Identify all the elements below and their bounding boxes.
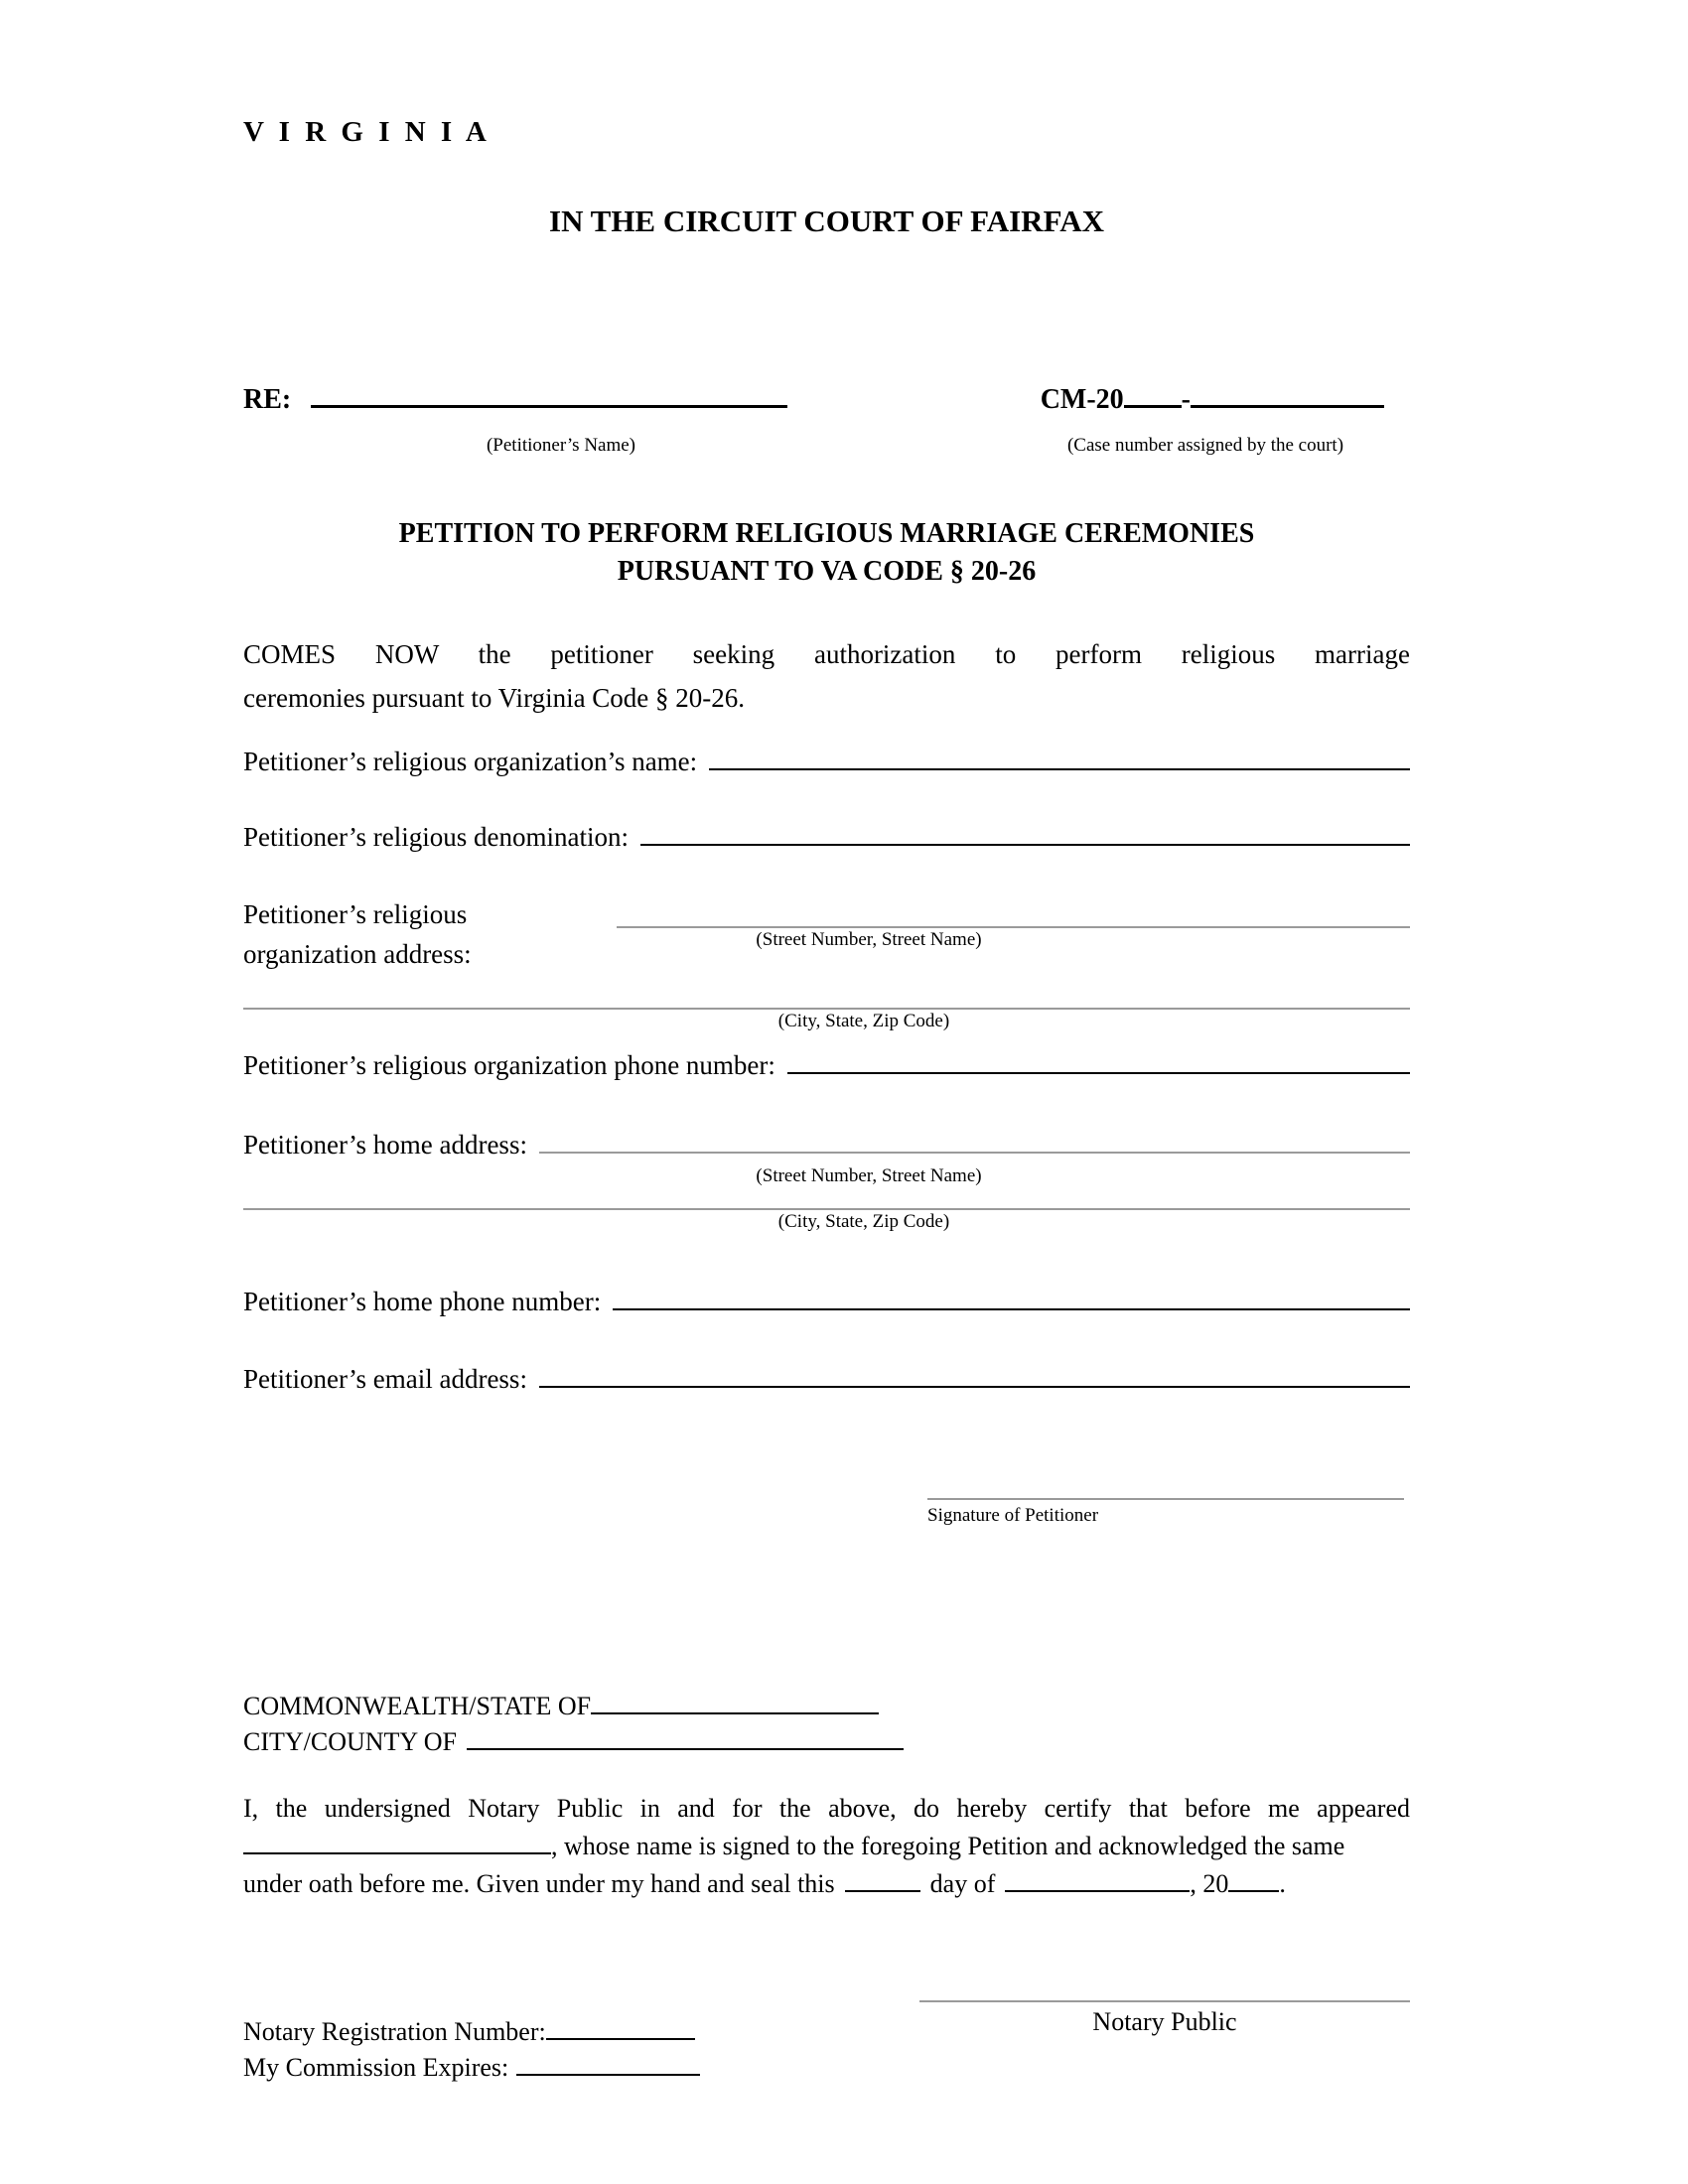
- title-line-1: PETITION TO PERFORM RELIGIOUS MARRIAGE CEREMONIES: [398, 518, 1255, 549]
- city-county-field[interactable]: [467, 1748, 904, 1750]
- commission-field[interactable]: [516, 2074, 700, 2076]
- appeared-name-field[interactable]: [243, 1852, 551, 1854]
- home-address-label: Petitioner’s home address:: [243, 1130, 527, 1160]
- signature-caption: Signature of Petitioner: [927, 1505, 1099, 1526]
- org-city-field[interactable]: [243, 974, 1410, 1010]
- org-city-caption: (City, State, Zip Code): [777, 1011, 950, 1031]
- certify-line-3-text-c: , 20: [1190, 1869, 1229, 1898]
- notary-info: [243, 2014, 700, 2086]
- certify-line-2: [243, 1828, 1410, 1865]
- seal-day-field[interactable]: [845, 1890, 920, 1892]
- org-address-label-line2: organization address:: [243, 939, 472, 969]
- org-address-label: [243, 894, 617, 974]
- certify-line-2-text: , whose name is signed to the foregoing Petition and acknowledged the same: [551, 1832, 1345, 1860]
- case-year-field[interactable]: [1124, 405, 1182, 408]
- notary-signature-block: [243, 2000, 1410, 2086]
- org-phone-row: [243, 1045, 1410, 1085]
- petitioner-signature-field[interactable]: [927, 1498, 1404, 1500]
- org-phone-label: Petitioner’s religious organization phone number:: [243, 1050, 775, 1080]
- denomination-row: [243, 817, 1410, 857]
- notary-signature-area: [919, 2000, 1410, 2086]
- case-header-row: [243, 380, 1410, 420]
- org-street-field[interactable]: [617, 894, 1410, 928]
- org-name-row: [243, 742, 1410, 781]
- commonwealth-label: COMMONWEALTH/STATE OF: [243, 1692, 592, 1720]
- case-number-separator: -: [1181, 384, 1191, 415]
- denomination-field[interactable]: [640, 844, 1410, 846]
- commonwealth-row: [243, 1689, 1410, 1724]
- home-street-field[interactable]: [539, 1152, 1410, 1154]
- org-phone-field[interactable]: [787, 1072, 1410, 1074]
- petitioner-name-field[interactable]: [311, 405, 787, 408]
- document-title: [243, 515, 1410, 591]
- case-number-prefix: CM-20: [1040, 384, 1124, 415]
- notary-venue-block: [243, 1689, 1410, 1760]
- home-phone-label: Petitioner’s home phone number:: [243, 1287, 602, 1316]
- certify-line-1: I, the undersigned Notary Public in and for the above, do hereby certify that before me appeared: [243, 1794, 1410, 1823]
- certify-line-3-text-a: under oath before me. Given under my hand and seal this: [243, 1869, 835, 1898]
- commonwealth-field[interactable]: [591, 1712, 879, 1714]
- org-name-field[interactable]: [709, 768, 1410, 770]
- org-address-label-line1: Petitioner’s religious: [243, 899, 468, 929]
- case-number-caption: (Case number assigned by the court): [1066, 435, 1344, 456]
- org-street-area: [617, 894, 1410, 974]
- re-label: RE:: [243, 384, 292, 415]
- commission-label: My Commission Expires:: [243, 2053, 509, 2082]
- case-captions-row: [243, 434, 1410, 458]
- case-suffix-field[interactable]: [1191, 405, 1384, 408]
- certify-line-3-text-b: day of: [929, 1869, 996, 1898]
- registration-field[interactable]: [546, 2038, 695, 2040]
- certify-line-3-text-d: .: [1279, 1869, 1286, 1898]
- notary-public-caption: Notary Public: [1092, 2007, 1237, 2036]
- certify-line-3: [243, 1865, 1410, 1903]
- notary-signature-field[interactable]: [919, 2000, 1410, 2002]
- seal-year-field[interactable]: [1228, 1890, 1279, 1892]
- home-address-row: [243, 1125, 1410, 1164]
- title-line-2: PURSUANT TO VA CODE § 20-26: [617, 556, 1037, 587]
- signature-block: [927, 1498, 1404, 1528]
- home-city-caption: (City, State, Zip Code): [777, 1211, 950, 1232]
- email-field[interactable]: [539, 1386, 1410, 1388]
- city-county-label: CITY/COUNTY OF: [243, 1727, 457, 1756]
- org-name-label: Petitioner’s religious organization’s name:: [243, 747, 698, 776]
- home-street-caption: (Street Number, Street Name): [756, 1165, 982, 1186]
- seal-month-field[interactable]: [1005, 1890, 1190, 1892]
- case-number-group: [1041, 380, 1384, 420]
- denomination-label: Petitioner’s religious denomination:: [243, 822, 629, 852]
- registration-label: Notary Registration Number:: [243, 2017, 546, 2046]
- org-street-caption: (Street Number, Street Name): [756, 929, 982, 950]
- registration-row: [243, 2014, 700, 2050]
- intro-line-1: COMES NOW the petitioner seeking authorization to perform religious marriage: [243, 639, 1410, 669]
- email-row: [243, 1359, 1410, 1399]
- email-label: Petitioner’s email address:: [243, 1364, 527, 1394]
- petitioner-name-caption: (Petitioner’s Name): [486, 435, 636, 456]
- home-phone-row: [243, 1282, 1410, 1321]
- home-phone-field[interactable]: [613, 1308, 1410, 1310]
- commission-row: [243, 2050, 700, 2086]
- notary-certification: [243, 1790, 1410, 1903]
- intro-paragraph: [243, 632, 1410, 720]
- court-heading: IN THE CIRCUIT COURT OF FAIRFAX: [549, 204, 1104, 238]
- state-heading: V I R G I N I A: [243, 116, 491, 148]
- city-county-row: [243, 1724, 1410, 1760]
- home-city-field[interactable]: [243, 1188, 1410, 1210]
- org-address-block: [243, 894, 1410, 974]
- intro-line-2: ceremonies pursuant to Virginia Code § 20-26.: [243, 683, 746, 713]
